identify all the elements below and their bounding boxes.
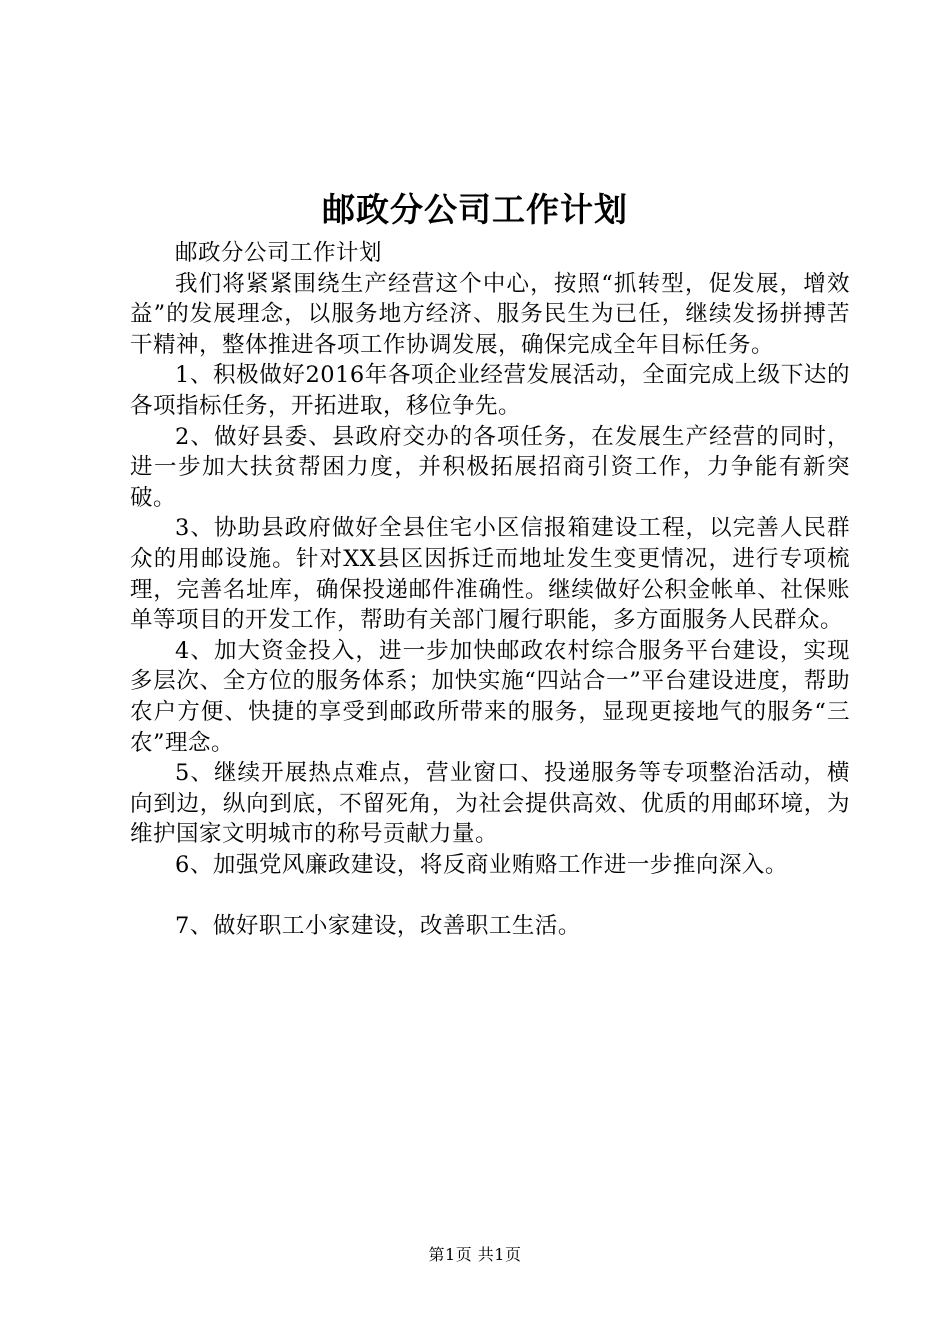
item-2-paragraph: 2、做好县委、县政府交办的各项任务，在发展生产经营的同时，进一步加大扶贫帮困力度，并积极拓展招商引资工作，力争能有新突破。	[130, 423, 850, 511]
item-5-paragraph: 5、继续开展热点难点，营业窗口、投递服务等专项整治活动，横向到边，纵向到底，不留死角，为社会提供高效、优质的用邮环境，为维护国家文明城市的称号贡献力量。	[130, 760, 850, 848]
intro-paragraph: 我们将紧紧围绕生产经营这个中心，按照“抓转型，促发展，增效益”的发展理念，以服务地方经济、服务民生为已任，继续发扬拼搏苦干精神，整体推进各项工作协调发展，确保完成全年目标任务。	[130, 270, 850, 358]
subtitle-paragraph: 邮政分公司工作计划	[175, 240, 383, 266]
item-7-paragraph: 7、做好职工小家建设，改善职工生活。	[175, 913, 581, 940]
item-3-paragraph: 3、协助县政府做好全县住宅小区信报箱建设工程，以完善人民群众的用邮设施。针对XX县区因拆迁而地址发生变更情况，进行专项梳理，完善名址库，确保投递邮件准确性。继续做好公积金帐单、社保账单等项目的开发工作，帮助有关部门履行职能，多方面服务人民群众。	[130, 515, 850, 634]
page-footer: 第1页 共1页	[428, 1245, 522, 1264]
blank-line	[130, 880, 850, 911]
page-title: 邮政分公司工作计划	[322, 190, 628, 229]
item-6-paragraph: 6、加强党风廉政建设，将反商业贿赂工作进一步推向深入。	[175, 851, 788, 878]
item-4-paragraph: 4、加大资金投入，进一步加快邮政农村综合服务平台建设，实现多层次、全方位的服务体系；加快实施“四站合一”平台建设进度，帮助农户方便、快捷的享受到邮政所带来的服务，显现更接地气的服务“三农”理念。	[130, 637, 850, 756]
item-1-paragraph: 1、积极做好2016年各项企业经营发展活动，全面完成上级下达的各项指标任务，开拓进取，移位争先。	[130, 362, 850, 419]
document-body	[130, 238, 850, 942]
